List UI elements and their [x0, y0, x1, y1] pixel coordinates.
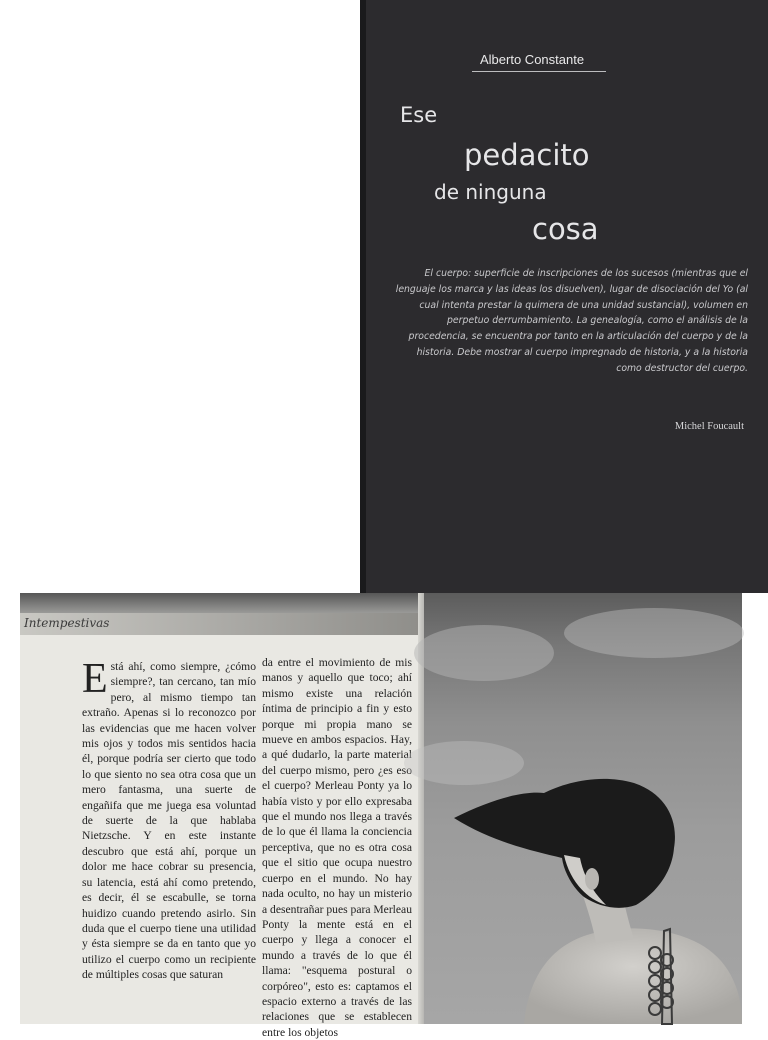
epigraph-attribution: Michel Foucault	[674, 421, 744, 432]
title-line-1: Ese	[400, 103, 438, 127]
section-label: Intempestivas	[24, 616, 110, 630]
title-page	[360, 0, 768, 593]
section-header	[20, 613, 420, 635]
woman-hair	[454, 779, 675, 908]
photo-illustration	[424, 593, 742, 1024]
article-column-right: da entre el movimiento de mis manos y aquello que toco; ahí mismo existe una relación íntima de principio a fin y esto porque mi propia mano se mueve en ambos espacios. Hay, a qué dudarlo, la parte material del cuerpo mismo, pero ¿es eso el cuerpo? Merleau Ponty ya lo había visto y por ello expresaba que el mundo nos llega a través de lo que él llama la conciencia perceptiva, que no es otra cosa que el sitio que ocupa nuestro cuerpo en el mundo. No hay nada oculto, no hay un misterio a desentrañar pues para Merleau Ponty la mente está en el cuerpo y llega a conocer el mundo a través de lo que él llama: "esquema postural o corpóreo", esto es: captamos el espacio externo a través de las relaciones que se establecen entre los objetos	[262, 656, 412, 1039]
epigraph: El cuerpo: superficie de inscripciones de los sucesos (mientras que el lenguaje los marca y las ideas los disuelven), lugar de disociación del Yo (al cual intenta prestar la quimera de una unidad sustancial), volumen en perpetuo derrumbamiento. La genealogía, como el análisis de la procedencia, se encuentra por tanto en la articulación del cuerpo y de la historia. Debe mostrar al cuerpo impregnado de historia, y a la historia como destructor del cuerpo.	[395, 268, 748, 374]
column-left-text: stá ahí, como siempre, ¿cómo siempre?, tan cercano, tan mío pero, al mismo tiempo tan extraño. Apenas si lo reconozco por las evidencias que me hacen volver mis ojos y todos mis sentidos hacia él, porque podría ser cierto que todo lo que siento no sea otra cosa que un mero fantasma, una suerte de engañifa que me juega esa voluntad de suerte de la que hablaba Nietzsche. Y en este instante descubro que está ahí, porque un dolor me hace cobrar su presencia, su latencia, está ahí como pretendo, es decir, él se escabulle, se torna huidizo cuando pretendo asirlo. Sin duda que el cuerpo tiene una utilidad y ésta siempre se da en tanto que yo utilizo el cuerpo como un recipiente de múltiples cosas que saturan	[82, 660, 256, 982]
woman-ear	[585, 868, 599, 890]
woman-back	[524, 928, 742, 1024]
cloud	[564, 608, 744, 658]
cloud	[414, 625, 554, 681]
title-line-4: cosa	[532, 212, 599, 246]
page-edge	[360, 0, 366, 593]
drop-cap: E	[82, 656, 108, 702]
cloud	[404, 741, 524, 785]
title-line-3: de ninguna	[434, 180, 547, 204]
author-name: Alberto Constante	[480, 52, 585, 67]
article-column-left	[82, 656, 256, 983]
title-line-2: pedacito	[464, 138, 590, 172]
article-spread	[20, 593, 742, 1039]
scan-shadow-band	[20, 593, 430, 613]
author-underline	[472, 71, 606, 72]
photo-of-woman-with-back-tattoo	[424, 593, 742, 1024]
